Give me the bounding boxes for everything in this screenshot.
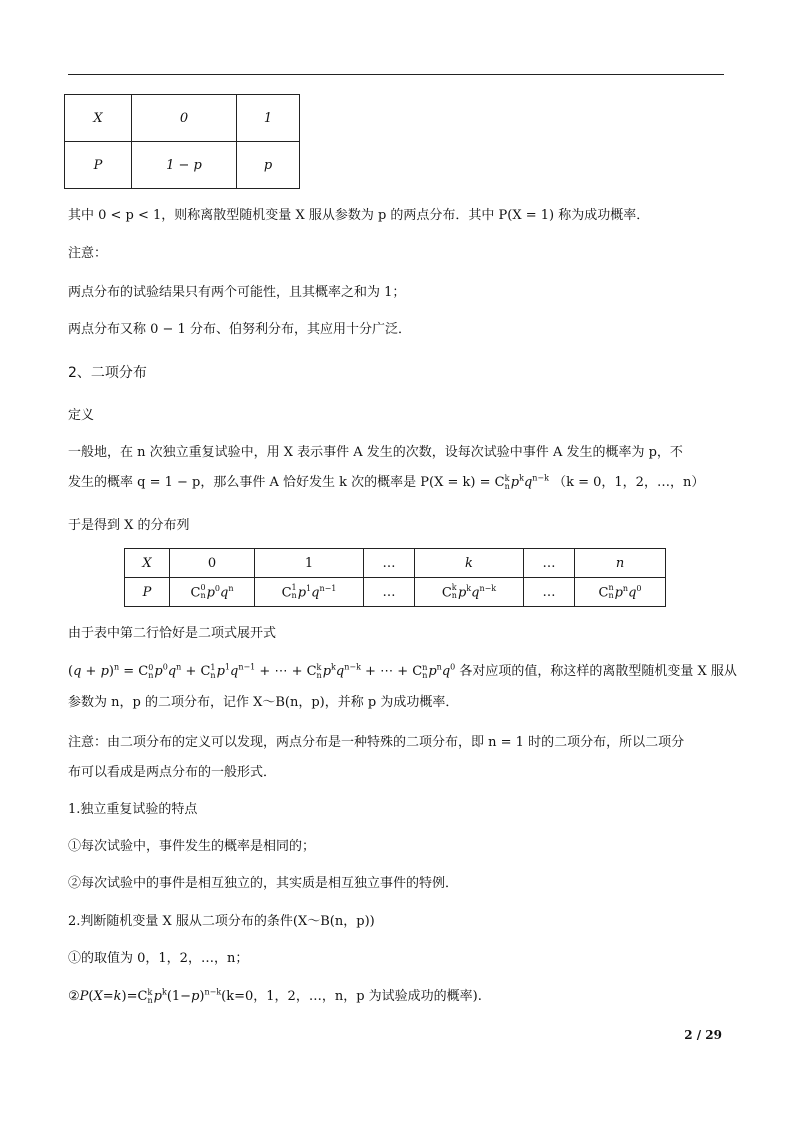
two-point-definition: 其中 0 < p < 1，则称离散型随机变量 X 服从参数为 p 的两点分布．其中 P(X = 1) 称为成功概率． (68, 208, 650, 223)
two-point-table (64, 94, 300, 189)
section-heading: 2、二项分布 (68, 365, 147, 381)
table-cell: C n n $p^nq^0$ (575, 578, 666, 607)
header-rule (68, 74, 724, 75)
table-cell: 0 (132, 95, 237, 142)
note-label: 注意： (68, 246, 108, 261)
feature-item: ①每次试验中，事件发生的概率是相同的； (68, 839, 316, 854)
distribution-intro: 于是得到 X 的分布列 (68, 518, 190, 533)
feature-item: ②每次试验中的事件是相互独立的，其实质是相互独立事件的特例． (68, 876, 459, 891)
definition-line (68, 471, 704, 491)
note-item: 两点分布的试验结果只有两个可能性，且其概率之和为 1； (68, 285, 406, 300)
table-cell: k (415, 549, 524, 578)
features-title: 1.独立重复试验的特点 (68, 802, 198, 817)
note-paragraph: 布可以看成是两点分布的一般形式． (68, 765, 277, 780)
binomial-text: 各对应项的值，称这样的离散型随机变量 X 服从 (459, 664, 737, 679)
condition-item (68, 985, 482, 1005)
binomial-notation: 参数为 n，p 的二项分布，记作 X～B(n，p)，并称 p 为成功概率． (68, 695, 459, 710)
binomial-expansion-formula: $(q + p)^n = C$ 0 n $p^0q^n + C$ 1 n $p^1q^{n-1}$ + ⋯ + C k n $p^kq^{n-k}$ + ⋯ + C n n $p^nq^0$ (68, 662, 456, 680)
table-cell: C 1 n $p^1q^{n-1}$ (255, 578, 364, 607)
probability-formula: ②P(X=k)=C k n $p^k(1-p)^{n-k}$( (68, 987, 227, 1005)
table-cell: 1 (237, 95, 300, 142)
binomial-probability-formula: C k n $p^kq^{n-k}$ (494, 473, 549, 491)
condition-text: k=0，1，2，…，n，p 为试验成功的概率). (226, 989, 482, 1004)
definition-label: 定义 (68, 408, 95, 423)
definition-text: 发生的概率 q = 1 − p，那么事件 A 恰好发生 k 次的概率是 P(X = k) = (68, 475, 495, 490)
table-cell: 1 − p (132, 142, 237, 189)
table-row (125, 549, 666, 578)
table-cell: C k n $p^kq^{n-k}$ (415, 578, 524, 607)
note-paragraph: 注意：由二项分布的定义可以发现，两点分布是一种特殊的二项分布，即 n = 1 时的二项分布，所以二项分 (68, 735, 685, 750)
binomial-intro: 由于表中第二行恰好是二项式展开式 (68, 626, 277, 641)
table-cell: 1 (255, 549, 364, 578)
table-row (65, 95, 300, 142)
table-cell: X (65, 95, 132, 142)
table-cell: P (65, 142, 132, 189)
table-cell: 0 (170, 549, 255, 578)
table-row (125, 578, 666, 607)
condition-item: ①的取值为 0，1，2，…，n； (68, 951, 249, 966)
conditions-title: 2.判断随机变量 X 服从二项分布的条件(X～B(n，p)) (68, 914, 375, 929)
table-cell: … (524, 549, 575, 578)
binomial-table (124, 548, 666, 607)
definition-line: 一般地，在 n 次独立重复试验中，用 X 表示事件 A 发生的次数，设每次试验中事件 A 发生的概率为 p，不 (68, 445, 683, 460)
table-row (65, 142, 300, 189)
table-cell: … (524, 578, 575, 607)
table-cell: … (364, 578, 415, 607)
table-cell: X (125, 549, 170, 578)
table-cell: p (237, 142, 300, 189)
note-item: 两点分布又称 0 − 1 分布、伯努利分布，其应用十分广泛． (68, 322, 411, 337)
table-cell: C 0 n $p^0q^n$ (170, 578, 255, 607)
binomial-expansion-line (68, 660, 737, 680)
table-cell: … (364, 549, 415, 578)
definition-text: （k = 0，1，2，…，n） (553, 475, 705, 490)
table-cell: n (575, 549, 666, 578)
page-number: 2 / 29 (684, 1028, 722, 1042)
table-cell: P (125, 578, 170, 607)
